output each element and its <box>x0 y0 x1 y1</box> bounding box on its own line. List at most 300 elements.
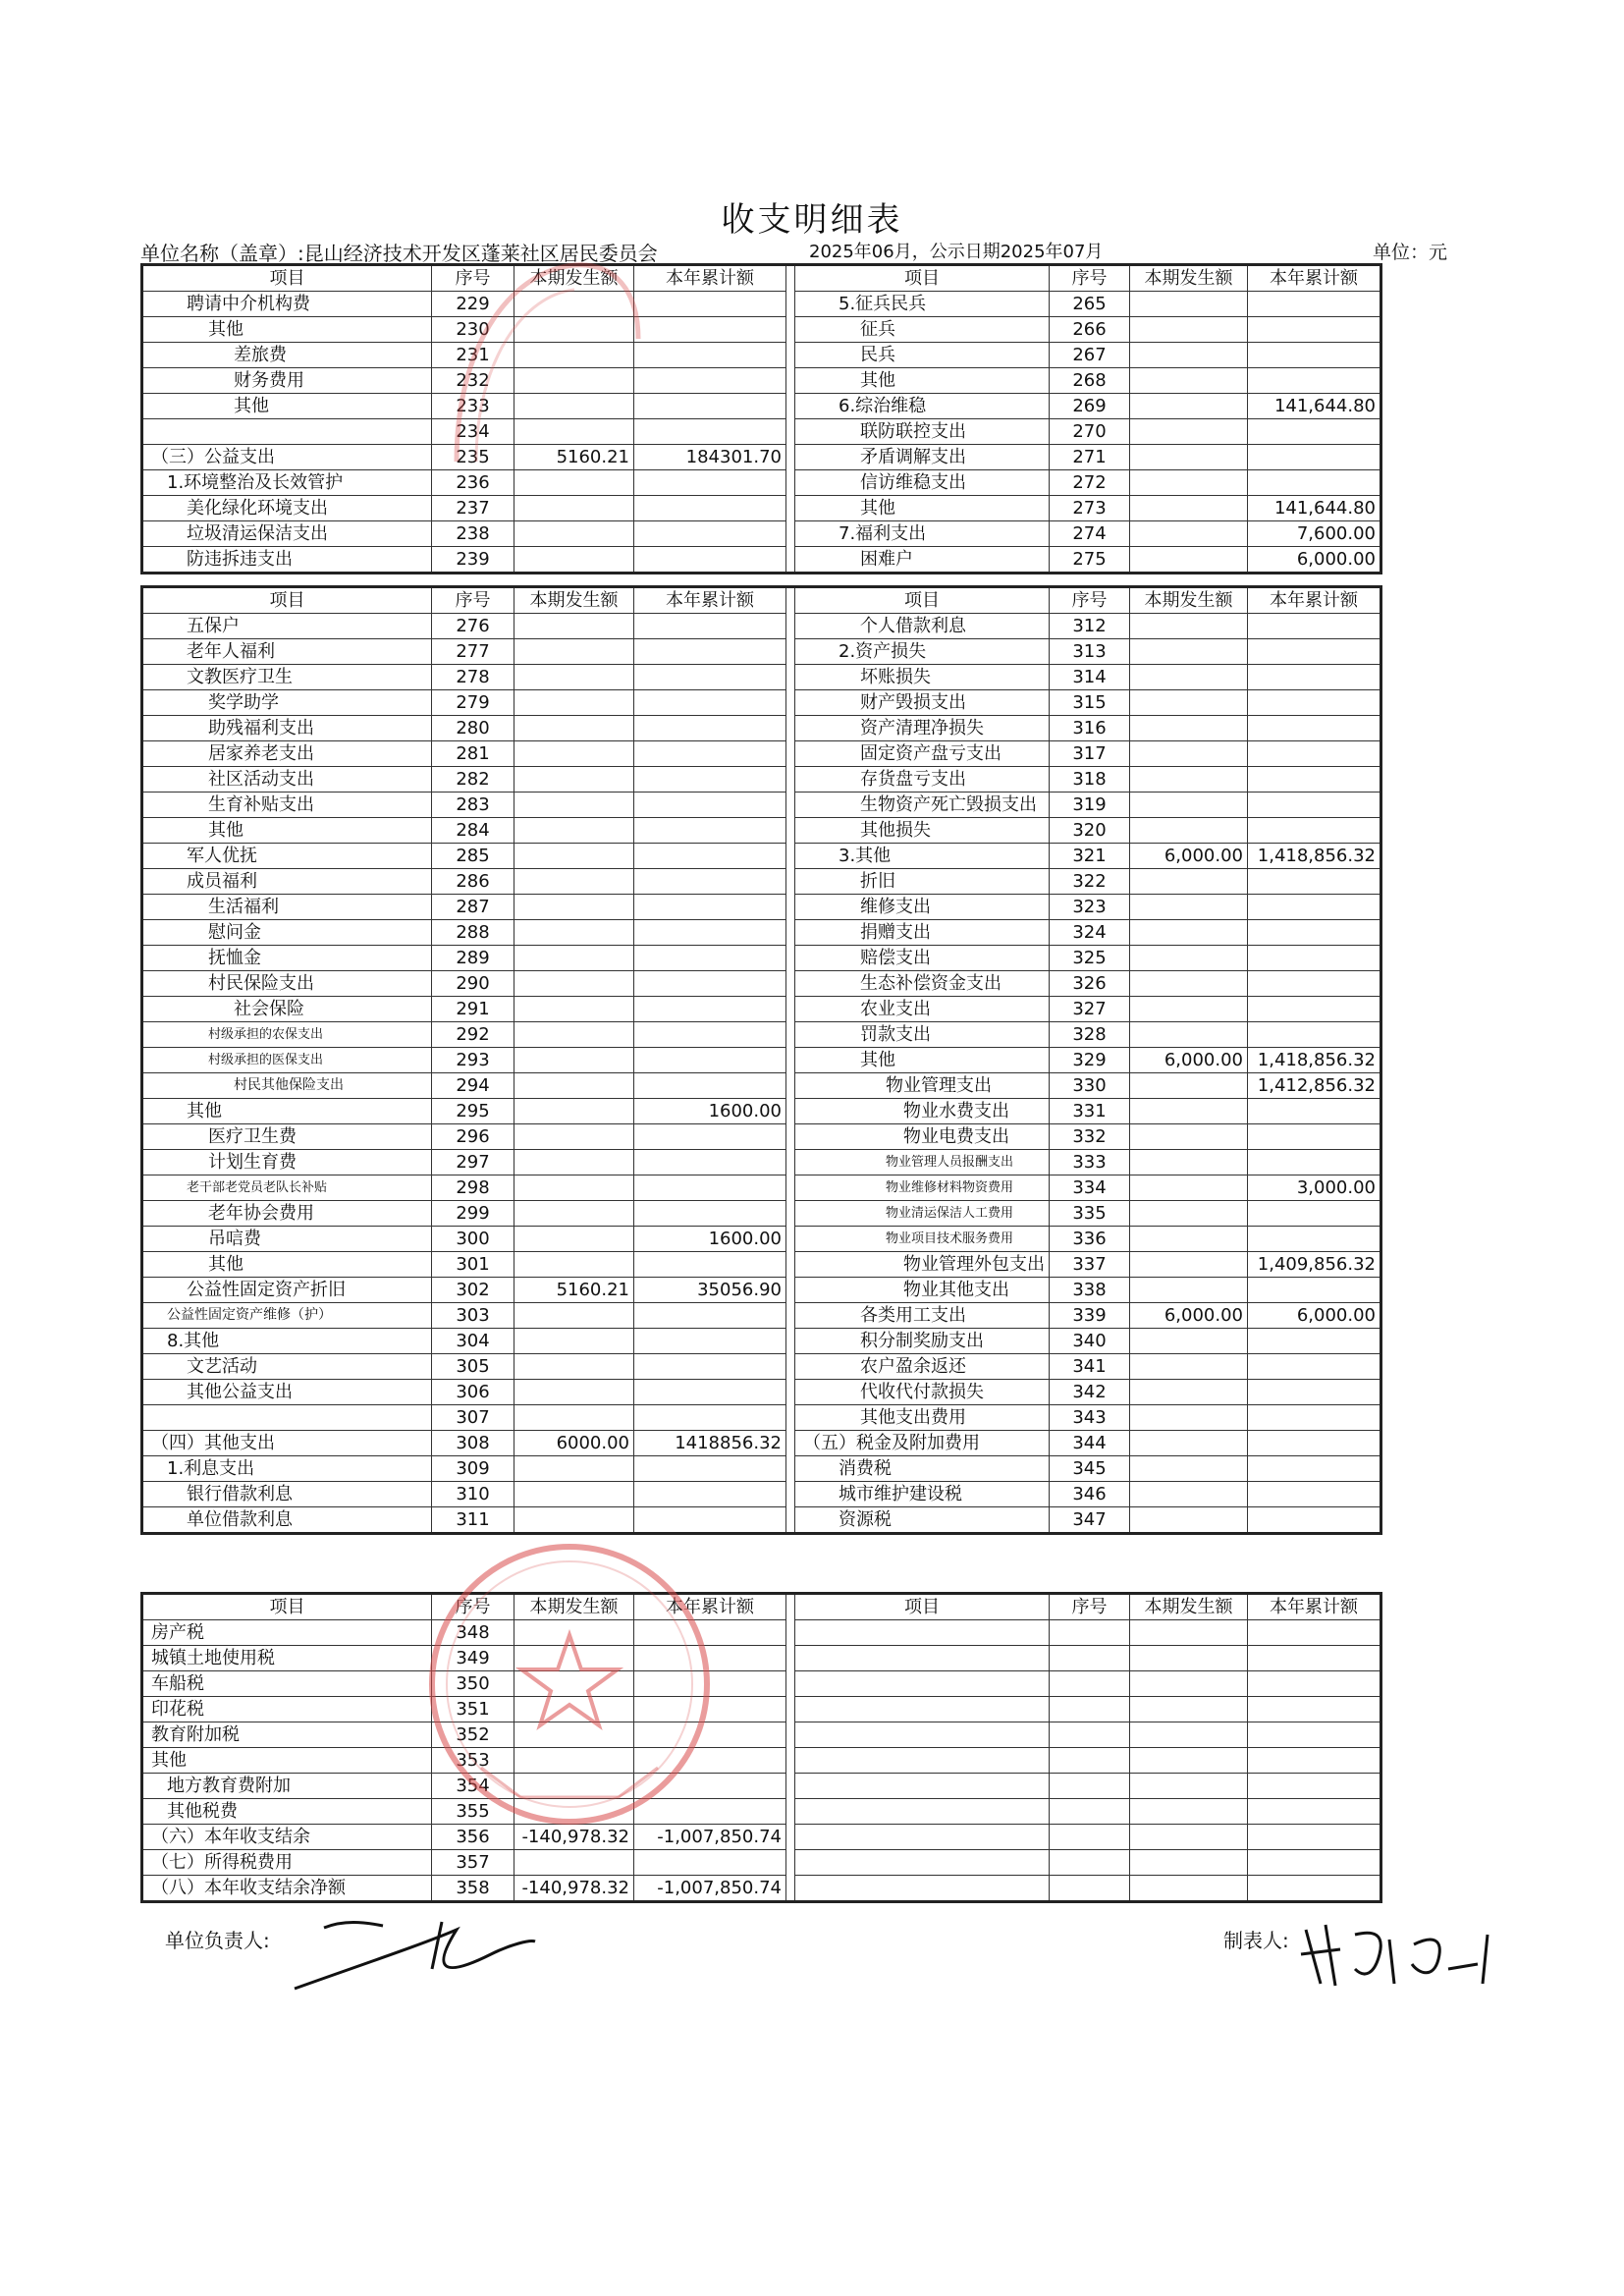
row-period-amount <box>1130 1799 1248 1825</box>
table-row <box>142 394 1381 419</box>
table-row <box>142 793 1381 818</box>
row-ytd-amount <box>1248 614 1381 639</box>
row-label: 防违拆违支出 <box>142 547 432 574</box>
table-row <box>142 292 1381 317</box>
table-row <box>142 818 1381 844</box>
row-label: 其他 <box>795 496 1050 521</box>
row-ytd-amount <box>1248 665 1381 690</box>
row-period-amount <box>514 1252 634 1278</box>
row-seq: 353 <box>432 1748 514 1774</box>
row-period-amount <box>1130 1252 1248 1278</box>
row-ytd-amount <box>634 946 786 971</box>
preparer-label: 制表人: <box>1223 1929 1289 1952</box>
row-label: 生物资产死亡毁损支出 <box>795 793 1050 818</box>
row-label: 奖学助学 <box>142 690 432 716</box>
row-ytd-amount <box>634 1482 786 1507</box>
column-gap <box>786 1354 795 1380</box>
row-label: 财产毁损支出 <box>795 690 1050 716</box>
row-ytd-amount: 3,000.00 <box>1248 1175 1381 1201</box>
row-ytd-amount <box>634 317 786 343</box>
row-label: 五保户 <box>142 614 432 639</box>
row-period-amount: 6,000.00 <box>1130 844 1248 869</box>
table-row <box>142 317 1381 343</box>
row-label: 社会保险 <box>142 997 432 1022</box>
row-period-amount <box>1130 997 1248 1022</box>
row-seq: 237 <box>432 496 514 521</box>
row-ytd-amount: 141,644.80 <box>1248 394 1381 419</box>
row-seq: 280 <box>432 716 514 741</box>
row-seq: 339 <box>1050 1303 1130 1329</box>
row-period-amount <box>514 1022 634 1048</box>
header-item: 项目 <box>142 1594 432 1620</box>
row-period-amount <box>1130 496 1248 521</box>
row-ytd-amount <box>634 844 786 869</box>
row-label: 城镇土地使用税 <box>142 1646 432 1671</box>
row-ytd-amount <box>634 793 786 818</box>
row-period-amount <box>514 971 634 997</box>
column-gap <box>786 1278 795 1303</box>
row-period-amount: -140,978.32 <box>514 1876 634 1902</box>
row-label: 慰问金 <box>142 920 432 946</box>
row-period-amount <box>1130 1825 1248 1850</box>
table-row <box>142 521 1381 547</box>
column-gap <box>786 1456 795 1482</box>
row-ytd-amount: 1600.00 <box>634 1099 786 1124</box>
row-ytd-amount <box>1248 445 1381 470</box>
column-gap <box>786 1799 795 1825</box>
row-period-amount <box>1130 639 1248 665</box>
row-seq <box>1050 1774 1130 1799</box>
row-ytd-amount <box>1248 343 1381 368</box>
table-row <box>142 920 1381 946</box>
row-label: 消费税 <box>795 1456 1050 1482</box>
row-ytd-amount <box>634 343 786 368</box>
column-gap <box>786 1748 795 1774</box>
row-period-amount <box>1130 1507 1248 1534</box>
column-gap <box>786 1646 795 1671</box>
row-period-amount <box>1130 445 1248 470</box>
table-row <box>142 445 1381 470</box>
header-period: 本期发生额 <box>1130 587 1248 614</box>
row-ytd-amount <box>634 521 786 547</box>
table-row <box>142 1850 1381 1876</box>
header-seq: 序号 <box>1050 265 1130 292</box>
row-ytd-amount <box>1248 767 1381 793</box>
row-ytd-amount: 1,418,856.32 <box>1248 844 1381 869</box>
row-ytd-amount <box>1248 1380 1381 1405</box>
row-ytd-amount: 1600.00 <box>634 1227 786 1252</box>
row-period-amount <box>514 614 634 639</box>
column-gap <box>786 1022 795 1048</box>
header-ytd: 本年累计额 <box>1248 587 1381 614</box>
row-ytd-amount <box>1248 639 1381 665</box>
row-period-amount <box>514 521 634 547</box>
header-seq: 序号 <box>432 587 514 614</box>
row-period-amount <box>514 1073 634 1099</box>
column-gap <box>786 343 795 368</box>
table-row <box>142 1124 1381 1150</box>
row-ytd-amount <box>1248 1329 1381 1354</box>
row-ytd-amount <box>1248 1405 1381 1431</box>
table-row <box>142 1252 1381 1278</box>
row-period-amount <box>514 844 634 869</box>
column-gap <box>786 1507 795 1534</box>
column-gap <box>786 1876 795 1902</box>
row-seq: 283 <box>432 793 514 818</box>
row-seq: 318 <box>1050 767 1130 793</box>
official-seal <box>422 1532 717 1846</box>
row-seq: 305 <box>432 1354 514 1380</box>
table-row <box>142 368 1381 394</box>
row-period-amount <box>1130 1876 1248 1902</box>
row-label: 各类用工支出 <box>795 1303 1050 1329</box>
row-seq: 239 <box>432 547 514 574</box>
row-seq <box>1050 1620 1130 1646</box>
column-gap <box>786 445 795 470</box>
row-label <box>795 1722 1050 1748</box>
row-period-amount <box>1130 1073 1248 1099</box>
table-row <box>142 1799 1381 1825</box>
row-label <box>795 1876 1050 1902</box>
row-ytd-amount <box>634 1048 786 1073</box>
signature-preparer <box>1296 1915 1512 1994</box>
row-seq: 349 <box>432 1646 514 1671</box>
row-period-amount <box>514 1150 634 1175</box>
row-period-amount: 6,000.00 <box>1130 1048 1248 1073</box>
row-label: 文艺活动 <box>142 1354 432 1380</box>
row-period-amount <box>1130 1646 1248 1671</box>
row-label: （六）本年收支结余 <box>142 1825 432 1850</box>
row-label: 村民保险支出 <box>142 971 432 997</box>
row-seq <box>1050 1671 1130 1697</box>
row-seq: 278 <box>432 665 514 690</box>
row-label: 其他 <box>142 1748 432 1774</box>
row-label: 物业管理支出 <box>795 1073 1050 1099</box>
table-row <box>142 1825 1381 1850</box>
row-seq <box>1050 1646 1130 1671</box>
row-seq: 293 <box>432 1048 514 1073</box>
row-ytd-amount <box>634 1175 786 1201</box>
signature-responsible <box>285 1910 540 1998</box>
ledger-table-2 <box>140 585 1382 1535</box>
row-label: 其他 <box>795 368 1050 394</box>
row-ytd-amount <box>634 1201 786 1227</box>
row-ytd-amount <box>634 1850 786 1876</box>
row-seq <box>1050 1799 1130 1825</box>
row-label: 物业管理外包支出 <box>795 1252 1050 1278</box>
table-row <box>142 1227 1381 1252</box>
table-row <box>142 419 1381 445</box>
row-seq: 320 <box>1050 818 1130 844</box>
row-label <box>795 1825 1050 1850</box>
row-period-amount <box>514 716 634 741</box>
row-label: 医疗卫生费 <box>142 1124 432 1150</box>
row-ytd-amount <box>1248 1201 1381 1227</box>
row-seq: 325 <box>1050 946 1130 971</box>
table-row <box>142 639 1381 665</box>
row-period-amount: 6,000.00 <box>1130 1303 1248 1329</box>
row-seq: 238 <box>432 521 514 547</box>
row-ytd-amount <box>634 394 786 419</box>
row-seq: 331 <box>1050 1099 1130 1124</box>
row-seq: 274 <box>1050 521 1130 547</box>
row-ytd-amount: 6,000.00 <box>1248 547 1381 574</box>
row-period-amount <box>1130 521 1248 547</box>
row-label: 固定资产盘亏支出 <box>795 741 1050 767</box>
header-item: 项目 <box>142 587 432 614</box>
row-seq: 299 <box>432 1201 514 1227</box>
row-seq: 333 <box>1050 1150 1130 1175</box>
row-seq: 268 <box>1050 368 1130 394</box>
row-label: 其他 <box>142 394 432 419</box>
table-row <box>142 1697 1381 1722</box>
header-ytd: 本年累计额 <box>634 265 786 292</box>
row-seq: 303 <box>432 1303 514 1329</box>
column-gap <box>786 1697 795 1722</box>
row-ytd-amount <box>1248 716 1381 741</box>
row-seq: 288 <box>432 920 514 946</box>
row-ytd-amount <box>634 741 786 767</box>
row-period-amount <box>1130 946 1248 971</box>
row-label <box>795 1799 1050 1825</box>
row-seq: 287 <box>432 895 514 920</box>
row-label: 居家养老支出 <box>142 741 432 767</box>
column-gap <box>786 419 795 445</box>
row-seq: 267 <box>1050 343 1130 368</box>
row-seq: 281 <box>432 741 514 767</box>
row-seq: 355 <box>432 1799 514 1825</box>
row-period-amount <box>1130 1380 1248 1405</box>
row-period-amount <box>1130 1124 1248 1150</box>
row-ytd-amount <box>1248 946 1381 971</box>
row-period-amount <box>1130 818 1248 844</box>
row-label: 村民其他保险支出 <box>142 1073 432 1099</box>
row-label: 1.利息支出 <box>142 1456 432 1482</box>
row-ytd-amount: 35056.90 <box>634 1278 786 1303</box>
row-ytd-amount <box>1248 997 1381 1022</box>
row-period-amount <box>514 1405 634 1431</box>
row-seq: 314 <box>1050 665 1130 690</box>
column-gap <box>786 1482 795 1507</box>
row-period-amount <box>1130 767 1248 793</box>
header-ytd: 本年累计额 <box>634 1594 786 1620</box>
row-period-amount <box>1130 971 1248 997</box>
row-label: 物业管理人员报酬支出 <box>795 1150 1050 1175</box>
column-gap <box>786 639 795 665</box>
table-row <box>142 1748 1381 1774</box>
row-ytd-amount <box>1248 1456 1381 1482</box>
row-seq: 276 <box>432 614 514 639</box>
row-seq: 236 <box>432 470 514 496</box>
header-ytd: 本年累计额 <box>634 587 786 614</box>
row-period-amount <box>514 1048 634 1073</box>
column-gap <box>786 844 795 869</box>
row-ytd-amount <box>1248 292 1381 317</box>
row-ytd-amount <box>634 547 786 574</box>
table-row <box>142 343 1381 368</box>
row-seq: 316 <box>1050 716 1130 741</box>
row-ytd-amount <box>1248 1697 1381 1722</box>
table-row <box>142 741 1381 767</box>
row-seq: 332 <box>1050 1124 1130 1150</box>
row-label: 个人借款利息 <box>795 614 1050 639</box>
row-ytd-amount <box>1248 1482 1381 1507</box>
row-ytd-amount <box>1248 1227 1381 1252</box>
row-period-amount <box>514 1380 634 1405</box>
row-period-amount <box>1130 741 1248 767</box>
row-ytd-amount <box>1248 920 1381 946</box>
row-seq: 313 <box>1050 639 1130 665</box>
row-period-amount <box>514 997 634 1022</box>
row-period-amount <box>1130 1405 1248 1431</box>
column-gap <box>786 1594 795 1620</box>
row-seq: 291 <box>432 997 514 1022</box>
row-label: 社区活动支出 <box>142 767 432 793</box>
row-seq: 272 <box>1050 470 1130 496</box>
row-label <box>795 1671 1050 1697</box>
column-gap <box>786 1774 795 1799</box>
column-gap <box>786 1227 795 1252</box>
row-seq: 265 <box>1050 292 1130 317</box>
row-period-amount <box>1130 470 1248 496</box>
row-seq: 321 <box>1050 844 1130 869</box>
row-label: 财务费用 <box>142 368 432 394</box>
column-gap <box>786 895 795 920</box>
table-row <box>142 1620 1381 1646</box>
row-label: 存货盘亏支出 <box>795 767 1050 793</box>
table-header-row <box>142 265 1381 292</box>
row-ytd-amount <box>634 496 786 521</box>
column-gap <box>786 1850 795 1876</box>
table-row <box>142 1201 1381 1227</box>
row-ytd-amount: 7,600.00 <box>1248 521 1381 547</box>
row-label: 成员福利 <box>142 869 432 895</box>
row-ytd-amount <box>1248 1876 1381 1902</box>
row-seq: 231 <box>432 343 514 368</box>
row-seq: 301 <box>432 1252 514 1278</box>
row-period-amount <box>1130 895 1248 920</box>
row-period-amount <box>514 767 634 793</box>
row-label: 房产税 <box>142 1620 432 1646</box>
column-gap <box>786 1124 795 1150</box>
table-row <box>142 1380 1381 1405</box>
row-period-amount <box>514 639 634 665</box>
row-period-amount <box>514 1456 634 1482</box>
row-ytd-amount <box>1248 1646 1381 1671</box>
row-ytd-amount <box>1248 1507 1381 1534</box>
row-ytd-amount <box>634 1456 786 1482</box>
row-label: 村级承担的医保支出 <box>142 1048 432 1073</box>
row-ytd-amount: 1,409,856.32 <box>1248 1252 1381 1278</box>
column-gap <box>786 665 795 690</box>
row-label: 银行借款利息 <box>142 1482 432 1507</box>
row-label: 3.其他 <box>795 844 1050 869</box>
row-label <box>795 1620 1050 1646</box>
row-seq: 334 <box>1050 1175 1130 1201</box>
row-seq: 317 <box>1050 741 1130 767</box>
page-title: 收支明细表 <box>721 200 903 240</box>
row-label: 矛盾调解支出 <box>795 445 1050 470</box>
row-label: 公益性固定资产维修（护） <box>142 1303 432 1329</box>
table-row <box>142 1431 1381 1456</box>
row-ytd-amount: 6,000.00 <box>1248 1303 1381 1329</box>
row-label: 生育补贴支出 <box>142 793 432 818</box>
row-label: 垃圾清运保洁支出 <box>142 521 432 547</box>
row-period-amount: 5160.21 <box>514 1278 634 1303</box>
row-label: 农业支出 <box>795 997 1050 1022</box>
row-ytd-amount <box>1248 470 1381 496</box>
row-label: 其他支出费用 <box>795 1405 1050 1431</box>
row-period-amount <box>1130 1482 1248 1507</box>
header-seq: 序号 <box>432 265 514 292</box>
header-ytd: 本年累计额 <box>1248 1594 1381 1620</box>
header-period: 本期发生额 <box>1130 265 1248 292</box>
row-label: 老干部老党员老队长补贴 <box>142 1175 432 1201</box>
row-label: 吊唁费 <box>142 1227 432 1252</box>
row-ytd-amount <box>634 368 786 394</box>
column-gap <box>786 1073 795 1099</box>
row-ytd-amount: 1,412,856.32 <box>1248 1073 1381 1099</box>
row-period-amount <box>1130 614 1248 639</box>
row-period-amount <box>1130 1697 1248 1722</box>
row-seq: 319 <box>1050 793 1130 818</box>
table-row <box>142 1073 1381 1099</box>
row-label: 6.综治维稳 <box>795 394 1050 419</box>
header-period: 本期发生额 <box>1130 1594 1248 1620</box>
row-period-amount: 5160.21 <box>514 445 634 470</box>
row-label: 美化绿化环境支出 <box>142 496 432 521</box>
row-seq: 310 <box>432 1482 514 1507</box>
row-label: 其他 <box>142 1099 432 1124</box>
row-seq: 307 <box>432 1405 514 1431</box>
row-label: 城市维护建设税 <box>795 1482 1050 1507</box>
header-period: 本期发生额 <box>514 265 634 292</box>
row-ytd-amount <box>634 1303 786 1329</box>
row-seq: 286 <box>432 869 514 895</box>
row-ytd-amount <box>1248 1671 1381 1697</box>
table-row <box>142 1022 1381 1048</box>
row-seq: 356 <box>432 1825 514 1850</box>
column-gap <box>786 869 795 895</box>
column-gap <box>786 368 795 394</box>
row-label <box>795 1748 1050 1774</box>
row-label: 其他 <box>142 317 432 343</box>
row-label: 军人优抚 <box>142 844 432 869</box>
row-ytd-amount <box>634 767 786 793</box>
row-period-amount <box>1130 317 1248 343</box>
row-ytd-amount <box>634 419 786 445</box>
row-seq <box>1050 1825 1130 1850</box>
row-seq: 341 <box>1050 1354 1130 1380</box>
column-gap <box>786 1252 795 1278</box>
row-seq: 229 <box>432 292 514 317</box>
column-gap <box>786 1431 795 1456</box>
row-seq: 343 <box>1050 1405 1130 1431</box>
column-gap <box>786 1048 795 1073</box>
column-gap <box>786 946 795 971</box>
row-ytd-amount: -1,007,850.74 <box>634 1876 786 1902</box>
row-seq: 346 <box>1050 1482 1130 1507</box>
row-ytd-amount <box>634 997 786 1022</box>
row-ytd-amount <box>1248 1124 1381 1150</box>
row-ytd-amount <box>1248 1620 1381 1646</box>
row-label <box>795 1850 1050 1876</box>
currency-unit: 单位：元 <box>1373 242 1448 263</box>
row-ytd-amount <box>1248 1850 1381 1876</box>
row-label: 民兵 <box>795 343 1050 368</box>
row-ytd-amount <box>1248 1354 1381 1380</box>
row-label: 印花税 <box>142 1697 432 1722</box>
